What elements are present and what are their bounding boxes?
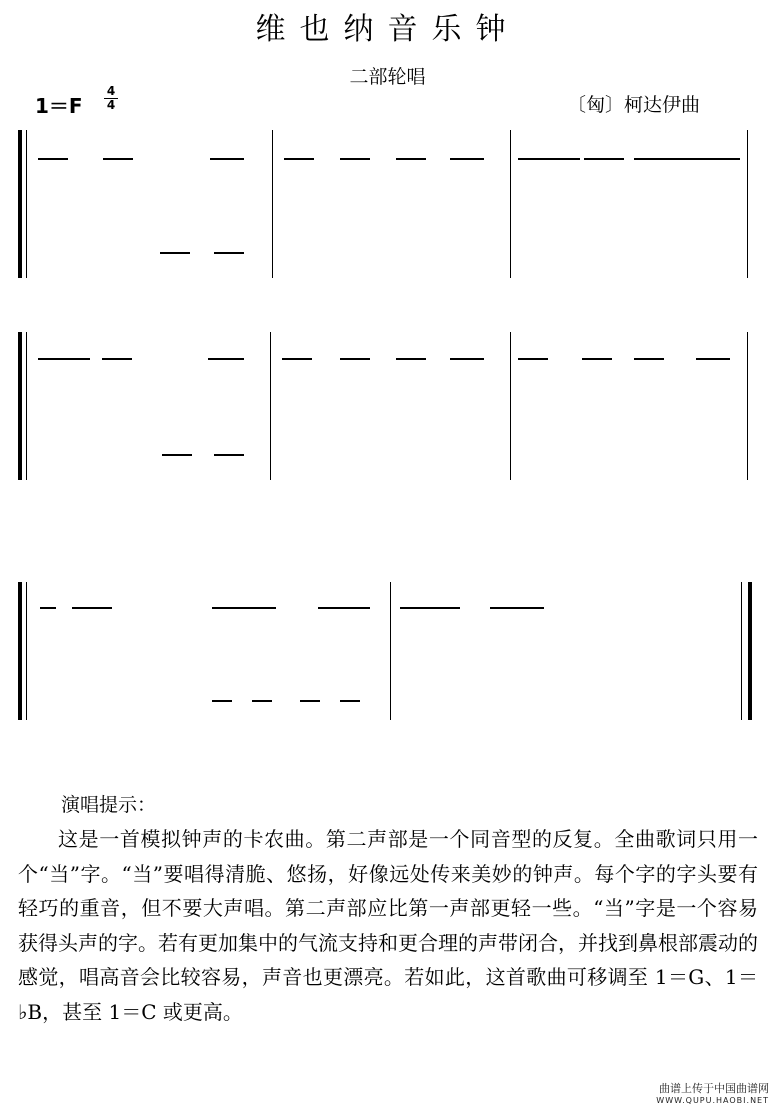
system-bracket bbox=[18, 130, 22, 278]
beam-underline bbox=[340, 700, 360, 702]
beam-underline bbox=[584, 158, 624, 160]
beam-underline bbox=[340, 158, 370, 160]
beam-underline bbox=[38, 158, 68, 160]
beam-underline bbox=[696, 158, 730, 160]
system-bracket bbox=[18, 582, 22, 720]
system-bracket bbox=[18, 332, 22, 480]
song-subtitle: 二部轮唱 bbox=[349, 66, 426, 88]
beam-underline bbox=[518, 358, 548, 360]
beam-underline bbox=[634, 158, 664, 160]
beam-underline bbox=[252, 700, 272, 702]
watermark bbox=[656, 1080, 769, 1105]
barline bbox=[748, 582, 752, 720]
beam-underline bbox=[396, 158, 426, 160]
beam-underline bbox=[160, 252, 190, 254]
beam-underline bbox=[582, 358, 612, 360]
beam-underline bbox=[490, 607, 544, 609]
beam-underline bbox=[162, 454, 192, 456]
composer-credit: 〔匈〕柯达伊曲 bbox=[567, 94, 701, 116]
watermark-line2: WWW.QUPU.HAOBI.NET bbox=[656, 1096, 769, 1105]
beam-underline bbox=[450, 158, 484, 160]
beam-underline bbox=[72, 607, 112, 609]
barline bbox=[747, 332, 748, 480]
beam-underline bbox=[518, 158, 580, 160]
barline bbox=[510, 332, 511, 480]
beam-underline bbox=[38, 358, 90, 360]
beam-underline bbox=[103, 158, 133, 160]
barline bbox=[741, 582, 742, 720]
key-signature: 1＝F bbox=[35, 94, 83, 118]
watermark-line1: 曲谱上传于中国曲谱网 bbox=[659, 1082, 769, 1095]
time-signature-top: 4 bbox=[106, 84, 116, 98]
barline bbox=[270, 332, 271, 480]
time-signature bbox=[104, 86, 118, 111]
beam-underline bbox=[450, 358, 484, 360]
system-start-line bbox=[26, 332, 27, 480]
beam-underline bbox=[634, 358, 664, 360]
beam-underline bbox=[318, 607, 370, 609]
barline bbox=[390, 582, 391, 720]
barline bbox=[747, 130, 748, 278]
beam-underline bbox=[340, 358, 370, 360]
beam-underline bbox=[300, 700, 320, 702]
song-title: 维也纳音乐钟 bbox=[255, 12, 520, 47]
beam-underline bbox=[396, 358, 426, 360]
beam-underline bbox=[282, 358, 312, 360]
beam-underline bbox=[212, 607, 276, 609]
beam-underline bbox=[400, 607, 460, 609]
tips-heading: 演唱提示： bbox=[61, 794, 157, 816]
beam-underline bbox=[214, 454, 244, 456]
beam-underline bbox=[212, 700, 232, 702]
time-signature-bottom: 4 bbox=[106, 98, 116, 112]
barline bbox=[510, 130, 511, 278]
beam-underline bbox=[102, 358, 132, 360]
tips-paragraph: 这是一首模拟钟声的卡农曲。第二声部是一个同音型的反复。全曲歌词只用一个“当”字。“当”要唱得清脆、悠扬，好像远处传来美妙的钟声。每个字的字头要有轻巧的重音，但不要大声唱。第二声部应比第一声部更轻一些。“当”字是一个容易获得头声的字。若有更加集中的气流支持和更合理的声带闭合，并找到鼻根部震动的感觉，唱高音会比较容易，声音也更漂亮。若如此，这首歌曲可移调至 1＝G、1＝♭B，甚至 1＝C 或更高。 bbox=[18, 827, 758, 1024]
beam-underline bbox=[696, 358, 730, 360]
beam-underline bbox=[40, 607, 56, 609]
beam-underline bbox=[214, 252, 244, 254]
barline bbox=[272, 130, 273, 278]
system-start-line bbox=[26, 582, 27, 720]
beam-underline bbox=[208, 358, 244, 360]
system-start-line bbox=[26, 130, 27, 278]
beam-underline bbox=[210, 158, 244, 160]
beam-underline bbox=[284, 158, 314, 160]
